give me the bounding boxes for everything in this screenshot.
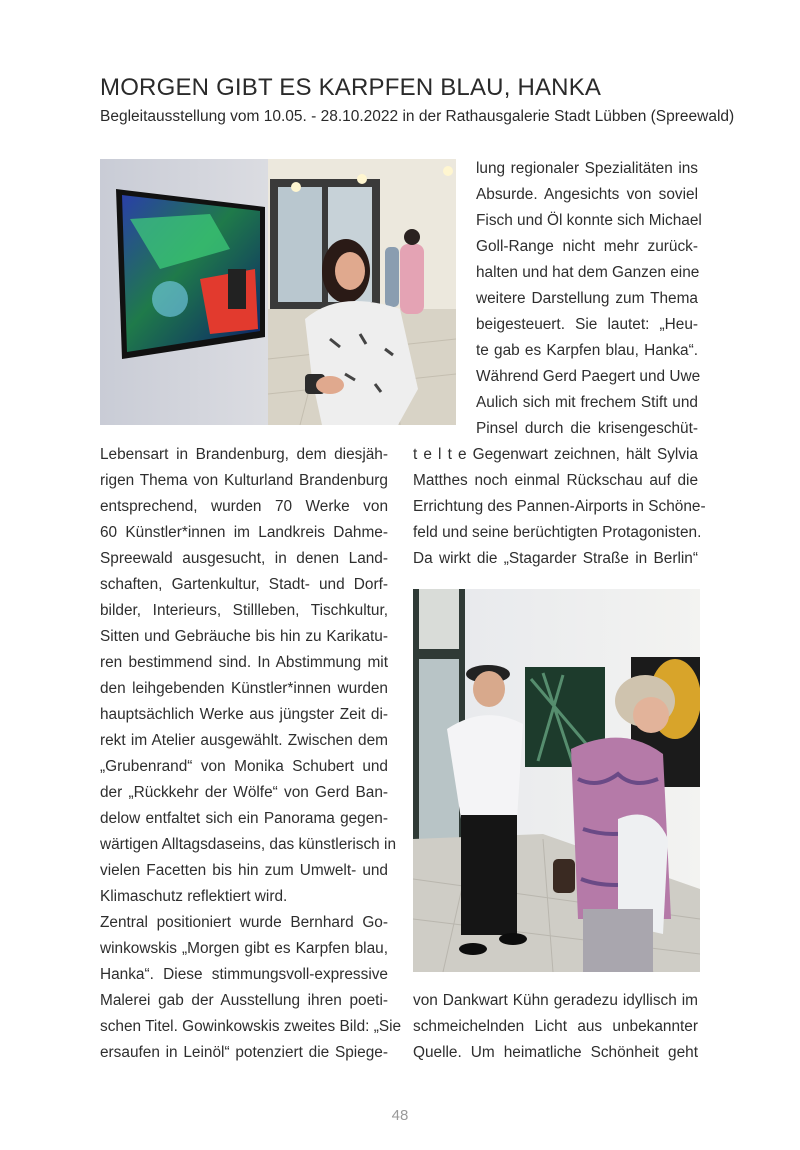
- paragraph-line: entsprechend, wurden 70 Werke von: [100, 498, 388, 515]
- paragraph-line: „Grubenrand“ von Monika Schubert und: [100, 758, 388, 775]
- paragraph-line: t e l t e Gegenwart zeichnen, hält Sylvia: [413, 446, 698, 463]
- paragraph-line: Klimaschutz reflektiert wird.: [100, 888, 288, 905]
- paragraph-line: rigen Thema von Kulturland Brandenburg: [100, 472, 388, 489]
- paragraph-line: Spreewald ausgesucht, in denen Land-: [100, 550, 388, 567]
- paragraph-line: Errichtung des Pannen-Airports in Schöne-: [413, 498, 706, 515]
- paragraph-line: winkowskis „Morgen gibt es Karpfen blau,: [100, 940, 388, 957]
- paragraph-line: von Dankwart Kühn geradezu idyllisch im: [413, 992, 698, 1009]
- paragraph-line: wärtigen Alltagsdaseins, das künstlerisch in: [100, 836, 396, 853]
- paragraph-line: Während Gerd Paegert und Uwe: [476, 368, 701, 385]
- paragraph-line: Hanka“. Diese stimmungsvoll-expressive: [100, 966, 388, 983]
- paragraph-line: lung regionaler Spezialitäten ins: [476, 160, 698, 177]
- article-title: MORGEN GIBT ES KARPFEN BLAU, HANKA: [100, 74, 602, 101]
- paragraph-line: te gab es Karpfen blau, Hanka“.: [476, 342, 698, 359]
- paragraph-line: der „Rückkehr der Wölfe“ von Gerd Ban-: [100, 784, 388, 801]
- paragraph-line: schmeichelnden Licht aus unbekannter: [413, 1018, 698, 1035]
- paragraph-line: vielen Facetten bis hin zum Umwelt- und: [100, 862, 388, 879]
- paragraph-line: Lebensart in Brandenburg, dem diesjäh-: [100, 446, 388, 463]
- paragraph-line: halten und hat dem Ganzen eine: [476, 264, 700, 281]
- paragraph-line: Aulich sich mit frechem Stift und: [476, 394, 698, 411]
- paragraph-line: delow entfaltet sich ein Panorama gegen-: [100, 810, 388, 827]
- paragraph-line: den leihgebenden Künstler*innen wurden: [100, 680, 388, 697]
- paragraph-line: Absurde. Angesichts von soviel: [476, 186, 698, 203]
- paragraph-line: 60 Künstler*innen im Landkreis Dahme-: [100, 524, 388, 541]
- paragraph-line: ersaufen in Leinöl“ potenziert die Spiege-: [100, 1044, 388, 1061]
- paragraph-line: Da wirkt die „Stagarder Straße in Berlin“: [413, 550, 698, 567]
- paragraph-line: Zentral positioniert wurde Bernhard Go-: [100, 914, 388, 931]
- gallery-photo-painting-viewer: [100, 159, 456, 425]
- paragraph-line: Goll-Range nicht mehr zurück-: [476, 238, 698, 255]
- paragraph-line: hauptsächlich Werke aus jüngster Zeit di-: [100, 706, 388, 723]
- paragraph-line: schaften, Gartenkultur, Stadt- und Dorf-: [100, 576, 388, 593]
- gallery-photo-visitors: [413, 589, 700, 972]
- paragraph-line: Pinsel durch die krisengeschüt-: [476, 420, 698, 437]
- paragraph-line: feld und seine berüchtigten Protagonisten.: [413, 524, 702, 541]
- paragraph-line: Quelle. Um heimatliche Schönheit geht: [413, 1044, 698, 1061]
- paragraph-line: weitere Darstellung zum Thema: [476, 290, 698, 307]
- paragraph-line: beigesteuert. Sie lautet: „Heu-: [476, 316, 698, 333]
- paragraph-line: Fisch und Öl konnte sich Michael: [476, 212, 702, 229]
- paragraph-line: ren bestimmend sind. In Abstimmung mit: [100, 654, 388, 671]
- paragraph-line: rekt im Atelier ausgewählt. Zwischen dem: [100, 732, 388, 749]
- paragraph-line: bilder, Interieurs, Stillleben, Tischkultur,: [100, 602, 388, 619]
- article-subtitle: Begleitausstellung vom 10.05. - 28.10.2022 in der Rathausgalerie Stadt Lübben (Spreewald): [100, 108, 735, 125]
- paragraph-line: Matthes noch einmal Rückschau auf die: [413, 472, 698, 489]
- page-number: 48: [391, 1107, 409, 1124]
- paragraph-line: Sitten und Gebräuche bis hin zu Karikatu-: [100, 628, 388, 645]
- paragraph-line: schen Titel. Gowinkowskis zweites Bild: „Sie: [100, 1018, 402, 1035]
- paragraph-line: Malerei gab der Ausstellung ihren poeti-: [100, 992, 388, 1009]
